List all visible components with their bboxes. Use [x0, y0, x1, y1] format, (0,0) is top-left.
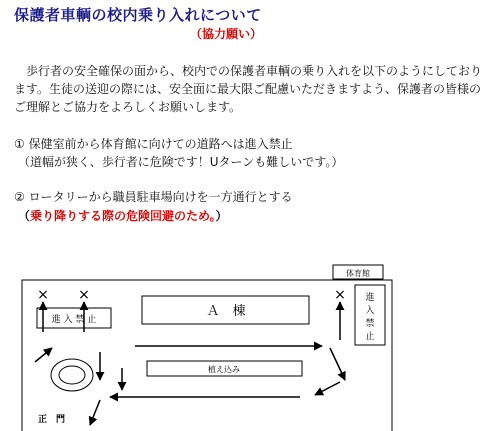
one-way-arrow-right-down [330, 348, 345, 380]
planting-label: 植え込み [208, 365, 240, 374]
one-way-arrow-right-turn [315, 382, 340, 395]
rotary-inner [59, 366, 85, 384]
rule-2-note-open: （ [18, 209, 31, 223]
gym-label: 体育館 [346, 269, 370, 278]
no-entry-mark-1: × [37, 287, 49, 303]
rotary-arrow-1 [35, 348, 52, 362]
no-entry-mark-3: × [334, 287, 346, 303]
building-a-label: Ａ 棟 [206, 304, 246, 319]
rule-2-heading: ② ロータリーから職員駐車場向けを一方通行とする [14, 190, 293, 204]
no-entry-right-char-2: 入 [365, 306, 375, 316]
gate-arrow [90, 400, 100, 425]
no-entry-right-char-4: 止 [365, 332, 375, 342]
no-entry-right-char-3: 禁 [365, 319, 375, 329]
rule-2-note-red: 乗り降りする際の危険回避のため。 [30, 209, 216, 223]
rule-1-note: （道幅が狭く、歩行者に危険です！Uターンも難しいです。） [18, 155, 344, 169]
rule-2-note-close: ） [215, 209, 228, 223]
no-entry-label-left: 進 入 禁 止 [51, 315, 97, 325]
page-subtitle: （協力願い） [190, 27, 263, 41]
campus-traffic-map [0, 260, 498, 431]
rule-2-note [18, 207, 228, 224]
rotary-outer [51, 359, 93, 391]
rule-1-heading: ① 保健室前から体育館に向けての道路へは進入禁止 [14, 137, 293, 151]
no-entry-right-char-1: 進 [365, 293, 375, 303]
main-gate-label: 正 門 [38, 415, 66, 425]
no-entry-mark-2: × [78, 287, 90, 303]
intro-paragraph: 歩行者の安全確保の面から、校内での保護者車輌の乗り入れを以下のようにしております。生徒の送迎の際には、安全面に最大限ご配慮いただきますよう、保護者の皆様のご理解とご協力をよろしくお願いします。 [14, 64, 483, 114]
page-title: 保護者車輌の校内乗り入れについて [14, 6, 262, 24]
